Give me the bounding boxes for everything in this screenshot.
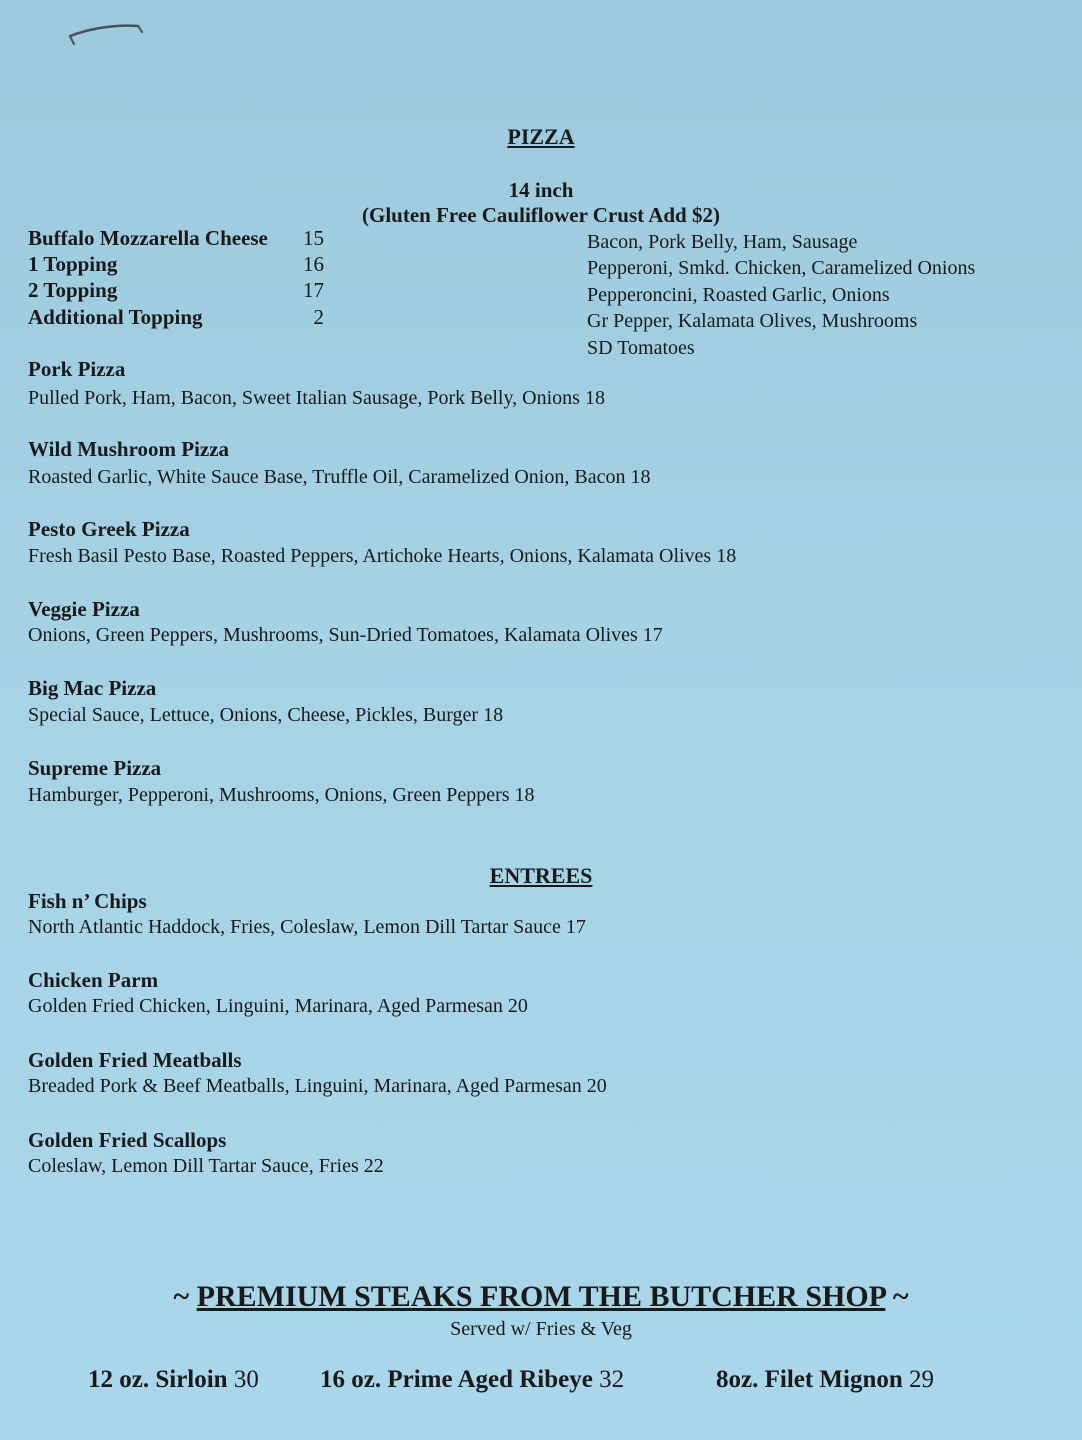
price-value: 15 [303,226,324,250]
entree-item-desc: Golden Fried Chicken, Linguini, Marinara, Aged Parmesan 20 [28,995,528,1017]
price-row-2-topping [28,278,324,303]
steak-price: 29 [909,1366,935,1393]
steak-item-sirloin [88,1366,259,1394]
topping-line: SD Tomatoes [587,337,695,359]
pizza-item-name: Pork Pizza [28,357,126,381]
entree-item-name: Chicken Parm [28,968,159,992]
entree-item-desc: North Atlantic Haddock, Fries, Coleslaw, Lemon Dill Tartar Sauce 17 [28,916,586,938]
pizza-item-desc: Hamburger, Pepperoni, Mushrooms, Onions, Green Peppers 18 [28,784,535,806]
topping-line: Pepperoni, Smkd. Chicken, Caramelized Onions [587,257,976,279]
pizza-item-desc: Pulled Pork, Ham, Bacon, Sweet Italian Sausage, Pork Belly, Onions 18 [28,387,605,409]
pizza-item-name: Wild Mushroom Pizza [28,437,230,461]
topping-line: Pepperoncini, Roasted Garlic, Onions [587,284,890,306]
price-value: 2 [313,305,324,329]
price-value: 16 [303,252,324,276]
steak-name: 12 oz. Sirloin [88,1366,228,1393]
pizza-item-desc: Onions, Green Peppers, Mushrooms, Sun-Dried Tomatoes, Kalamata Olives 17 [28,624,663,646]
steaks-heading-text: PREMIUM STEAKS FROM THE BUTCHER SHOP [196,1280,886,1313]
steak-price: 32 [599,1366,625,1393]
price-label: 2 Topping [28,278,118,302]
pizza-item-desc: Roasted Garlic, White Sauce Base, Truffle Oil, Caramelized Onion, Bacon 18 [28,466,651,488]
entree-item-name: Golden Fried Meatballs [28,1048,242,1072]
steak-name: 8oz. Filet Mignon [716,1366,903,1393]
topping-line: Bacon, Pork Belly, Ham, Sausage [587,231,858,253]
price-value: 17 [303,278,324,302]
entree-item-desc: Coleslaw, Lemon Dill Tartar Sauce, Fries 22 [28,1155,384,1177]
price-row-1-topping [28,252,324,277]
entree-item-name: Fish n’ Chips [28,889,147,913]
entree-item-desc: Breaded Pork & Beef Meatballs, Linguini, Marinara, Aged Parmesan 20 [28,1075,607,1097]
pizza-item-desc: Special Sauce, Lettuce, Onions, Cheese, Pickles, Burger 18 [28,704,504,726]
price-row-cheese [28,226,324,251]
pen-mark [66,18,156,48]
steak-item-ribeye [320,1366,624,1394]
steaks-subtitle: Served w/ Fries & Veg [450,1318,632,1340]
price-label: Buffalo Mozzarella Cheese [28,226,268,250]
tilde-right: ~ [892,1280,909,1313]
pizza-item-desc: Fresh Basil Pesto Base, Roasted Peppers, Artichoke Hearts, Onions, Kalamata Olives 18 [28,545,737,567]
price-label: Additional Topping [28,305,203,329]
steak-price: 30 [233,1366,259,1393]
pizza-item-name: Pesto Greek Pizza [28,517,190,541]
pizza-heading: PIZZA [507,124,575,149]
entrees-heading: ENTREES [489,863,593,888]
price-row-additional-topping [28,305,324,330]
pizza-size: 14 inch [508,178,574,202]
steak-name: 16 oz. Prime Aged Ribeye [320,1366,593,1393]
tilde-left: ~ [173,1280,190,1313]
entree-item-name: Golden Fried Scallops [28,1128,227,1152]
pizza-item-name: Big Mac Pizza [28,676,157,700]
pizza-item-name: Supreme Pizza [28,756,162,780]
price-label: 1 Topping [28,252,118,276]
pizza-item-name: Veggie Pizza [28,597,140,621]
steak-item-filet [716,1366,934,1394]
gluten-free-note: (Gluten Free Cauliflower Crust Add $2) [362,203,720,227]
topping-line: Gr Pepper, Kalamata Olives, Mushrooms [587,310,918,332]
steaks-heading [0,1280,1082,1314]
